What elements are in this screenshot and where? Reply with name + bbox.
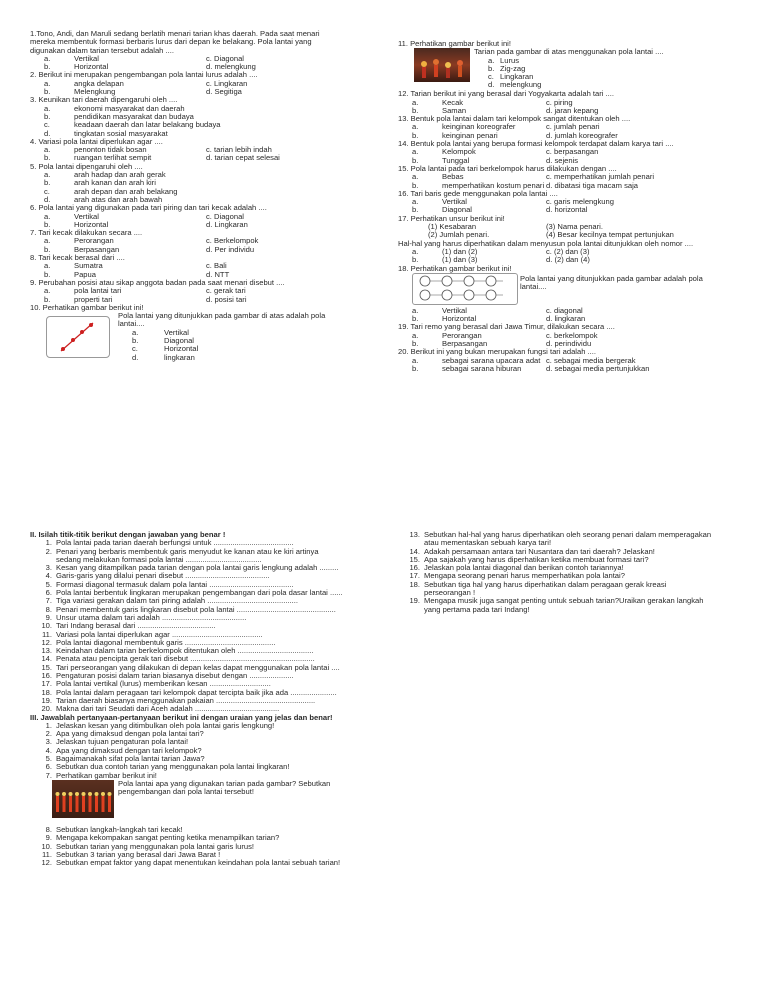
item-text: Garis-garis yang dilalui penari disebut ........................................ bbox=[56, 571, 270, 581]
option-text: tingkatan sosial masyarakat bbox=[74, 128, 168, 138]
option-text: d. sebagai media pertunjukkan bbox=[546, 363, 650, 373]
item-number: 15. bbox=[41, 662, 52, 672]
item-text: Tari Indang berasal dari ..................................... bbox=[56, 621, 216, 631]
item-number: 1. bbox=[45, 538, 52, 548]
option-letter: a. bbox=[44, 53, 51, 63]
option-text: c. jumlah penari bbox=[546, 122, 600, 132]
circle-pattern-figure bbox=[412, 273, 518, 305]
option-letter: b. bbox=[44, 62, 51, 72]
item-number: 13. bbox=[41, 646, 52, 656]
option-text: Berpasangan bbox=[442, 339, 488, 349]
question-text: 3. Keunikan tari daerah dipengaruhi oleh .... bbox=[30, 95, 178, 105]
option-text: d. Segitiga bbox=[206, 87, 242, 97]
item-text: sedang melakukan formasi pola lantai .................................... bbox=[56, 554, 262, 564]
item-number bbox=[408, 606, 420, 614]
item-text: Jelaskan pola lantai diagonal dan berikan contoh tariannya! bbox=[424, 563, 624, 573]
option-text: Diagonal bbox=[442, 205, 472, 215]
item-number: 16. bbox=[409, 563, 420, 573]
item-number: 13. bbox=[409, 530, 420, 539]
option-text: arah hadap dan arah gerak bbox=[74, 170, 166, 180]
question-text: 12. Tarian berikut ini yang berasal dari Yogyakarta adalah tari .... bbox=[398, 89, 614, 99]
question-text: 19. Tari remo yang berasal dari Jawa Timur, dilakukan secara .... bbox=[398, 322, 615, 332]
option-text: keadaan daerah dan latar belakang budaya bbox=[74, 120, 221, 130]
option-text: ekonomi masyarakat dan daerah bbox=[74, 103, 185, 113]
option-text: d. lingkaran bbox=[546, 314, 586, 324]
option-text: d. sejenis bbox=[546, 155, 579, 165]
option-text: Vertikal bbox=[74, 211, 99, 221]
option-text: keinginan koreografer bbox=[442, 122, 516, 132]
option-text: sebagai sarana hiburan bbox=[442, 363, 522, 373]
question-11-body bbox=[398, 48, 738, 90]
item-number: 2. bbox=[45, 546, 52, 556]
option-text: Bebas bbox=[442, 172, 464, 182]
option-text: d. Per individu bbox=[206, 244, 255, 254]
option-letter: b. bbox=[412, 205, 419, 215]
option-text: pola lantai tari bbox=[74, 286, 122, 296]
option-letter: b. bbox=[132, 335, 139, 345]
option-letter: b. bbox=[44, 219, 51, 229]
left-column-bottom bbox=[30, 531, 375, 867]
section-title: II. Isilah titik-titik berikut dengan jawaban yang benar ! bbox=[30, 530, 226, 539]
option-letter: b. bbox=[44, 87, 51, 97]
question-text: 11. Perhatikan gambar berikut ini! bbox=[398, 39, 511, 48]
item-text: Sebutkan 3 tarian yang berasal dari Jawa Barat ! bbox=[56, 849, 221, 859]
option-text: penonton tidak bosan bbox=[74, 145, 147, 155]
item-text: perseorangan ! bbox=[424, 588, 476, 598]
question-text: 14. Bentuk pola lantai yang berupa formasi kelompok terdapat dalam karya tari .... bbox=[398, 139, 674, 149]
option-text: c. piring bbox=[546, 97, 573, 107]
section-title: III. Jawablah pertanyaan-pertanyaan berikut ini dengan uraian yang jelas dan benar! bbox=[30, 712, 333, 722]
option-letter: b. bbox=[44, 244, 51, 254]
statement: (3) Nama penari. bbox=[546, 222, 603, 232]
option-text: d. jaran kepang bbox=[546, 105, 599, 115]
option-letter: a. bbox=[488, 55, 495, 65]
item-text: Sebutkan dua contoh tarian yang menggunakan pola lantai lingkaran! bbox=[56, 762, 290, 772]
item-text: Perhatikan gambar berikut ini! bbox=[56, 770, 157, 780]
option-letter: a. bbox=[412, 355, 419, 365]
option-text: sebagai sarana upacara adat bbox=[442, 355, 541, 365]
question-text: 17. Perhatikan unsur berikut ini! bbox=[398, 213, 505, 223]
option-text: ruangan terlihat sempit bbox=[74, 153, 152, 163]
right-column-top bbox=[398, 40, 738, 373]
item-text: Apa yang dimaksud dengan pola lantai tari? bbox=[56, 729, 204, 739]
item-text: Penari membentuk garis lingkaran disebut pola lantai ............................................... bbox=[56, 604, 336, 614]
option-text: (1) dan (3) bbox=[442, 255, 478, 265]
question-10-options bbox=[118, 312, 325, 362]
option-text: d. perindividu bbox=[546, 339, 592, 349]
item-number: 18. bbox=[409, 579, 420, 589]
option-letter: a. bbox=[412, 97, 419, 107]
item-text: Jelaskan kesan yang ditimbulkan oleh pola lantai garis lengkung! bbox=[56, 720, 275, 730]
item-text: Penari yang berbaris membentuk garis menyudut ke kanan atau ke kiri artinya bbox=[56, 546, 319, 556]
text-line: Tarian pada gambar di atas menggunakan pola lantai .... bbox=[474, 47, 664, 57]
item-text: Keindahan dalam tarian berkelompok ditentukan oleh .................................... bbox=[56, 646, 314, 656]
item-number: 12. bbox=[41, 858, 52, 868]
option-text: d. horizontal bbox=[546, 205, 588, 215]
option-letter: c. bbox=[44, 120, 50, 130]
option-text: Vertikal bbox=[442, 197, 467, 207]
diagonal-figure bbox=[46, 316, 110, 358]
statement: (4) Besar kecilnya tempat pertunjukan bbox=[546, 230, 674, 240]
option-text: Perorangan bbox=[442, 330, 482, 340]
item-text: Pola lantai berbentuk lingkaran merupakan pengembangan dari pola dasar lantai ...... bbox=[56, 588, 343, 598]
item-number: 5. bbox=[45, 754, 52, 764]
option-text: Kecak bbox=[442, 97, 464, 107]
item-number: 17. bbox=[409, 571, 420, 581]
item-number: 3. bbox=[45, 563, 52, 573]
option-letter: a. bbox=[412, 246, 419, 256]
option-letter: d. bbox=[44, 194, 51, 204]
option-letter: b. bbox=[44, 294, 51, 304]
option-text: Berpasangan bbox=[74, 244, 120, 254]
option-text: Horizontal bbox=[442, 314, 477, 324]
option-letter: a. bbox=[44, 103, 51, 113]
question-text: 4. Variasi pola lantai diperlukan agar .... bbox=[30, 136, 163, 146]
dance-photo bbox=[414, 48, 470, 82]
option-letter: b. bbox=[44, 111, 51, 121]
option-text: Horizontal bbox=[74, 62, 109, 72]
option-text: pendidikan masyarakat dan budaya bbox=[74, 111, 194, 121]
option-text: Papua bbox=[74, 269, 96, 279]
option-text: c. Bali bbox=[206, 261, 227, 271]
option-letter: d. bbox=[488, 80, 495, 90]
option-letter: c. bbox=[132, 344, 138, 354]
question-text: 9. Perubahan posisi atau sikap anggota badan pada saat menari disebut .... bbox=[30, 277, 285, 287]
item-text: Kesan yang ditampilkan pada tarian dengan pola lantai garis lengkung adalah ......... bbox=[56, 563, 339, 573]
option-letter: b. bbox=[412, 339, 419, 349]
option-text: angka delapan bbox=[74, 78, 124, 88]
option-letter: a. bbox=[44, 236, 51, 246]
item-number: 19. bbox=[409, 596, 420, 606]
item-number: 2. bbox=[45, 729, 52, 739]
option-text: Horizontal bbox=[74, 219, 109, 229]
option-text: memperhatikan kostum penari bbox=[442, 180, 545, 190]
option-text: c. garis melengkung bbox=[546, 197, 614, 207]
statement: (1) Kesabaran bbox=[428, 222, 477, 232]
item-number: 8. bbox=[45, 604, 52, 614]
item-number: 10. bbox=[41, 621, 52, 631]
option-text: c. memperhatikan jumlah penari bbox=[546, 172, 655, 182]
question-text: 20. Berikut ini yang bukan merupakan fungsi tari adalah .... bbox=[398, 347, 596, 357]
item-text: Variasi pola lantai diperlukan agar ........................................... bbox=[56, 629, 263, 639]
option-text: c. berkelompok bbox=[546, 330, 598, 340]
right-column-bottom bbox=[398, 531, 738, 614]
item-number: 4. bbox=[45, 745, 52, 755]
question-18-body bbox=[398, 273, 738, 307]
statement: (2) Jumlah penari. bbox=[428, 230, 490, 240]
option-row bbox=[118, 354, 325, 362]
item-text: Sebutkan langkah-langkah tari kecak! bbox=[56, 824, 183, 834]
text-line: pengembangan dari pola lantai tersebut! bbox=[118, 787, 254, 797]
option-letter: b. bbox=[412, 105, 419, 115]
option-text: Lingkaran bbox=[500, 72, 534, 82]
option-letter: a. bbox=[412, 147, 419, 157]
option-row bbox=[398, 365, 738, 373]
option-letter: b. bbox=[44, 178, 51, 188]
option-text: d. jumlah koreografer bbox=[546, 130, 618, 140]
item-text: Pola lantai diagonal membentuk garis ........................................... bbox=[56, 637, 276, 647]
option-letter: c. bbox=[44, 186, 50, 196]
question-7-body bbox=[30, 780, 375, 826]
item-text: Adakah persamaan antara tari Nusantara dan tari daerah? Jelaskan! bbox=[424, 546, 655, 556]
option-row bbox=[118, 329, 325, 337]
option-text: d. dibatasi tiga macam saja bbox=[546, 180, 639, 190]
option-letter: d. bbox=[132, 352, 139, 362]
item-text: Apa yang dimaksud dengan tari kelompok? bbox=[56, 745, 202, 755]
option-letter: d. bbox=[44, 128, 51, 138]
question-7-text bbox=[118, 780, 330, 797]
option-text: Lurus bbox=[500, 55, 519, 65]
option-text: c. diagonal bbox=[546, 305, 583, 315]
option-letter: a. bbox=[44, 286, 51, 296]
option-letter: b. bbox=[44, 153, 51, 163]
item-text: Tarian daerah biasanya menggunakan pakaian ............................................... bbox=[56, 695, 316, 705]
item-text: Pola lantai pada tarian daerah berfungsi untuk ...................................... bbox=[56, 538, 294, 548]
item-number: 14. bbox=[41, 654, 52, 664]
option-text: c. sebagai media bergerak bbox=[546, 355, 636, 365]
question-text: mereka membentuk formasi berbaris lurus dari depan ke belakang. Pola lantai yang bbox=[30, 37, 312, 47]
option-text: Sumatra bbox=[74, 261, 103, 271]
option-text: Saman bbox=[442, 105, 467, 115]
item-number: 11. bbox=[42, 629, 52, 639]
option-letter: a. bbox=[412, 172, 419, 182]
option-letter: b. bbox=[44, 269, 51, 279]
item-text: Pengaturan posisi dalam tarian biasanya disebut dengan ..................... bbox=[56, 671, 294, 681]
item-text: Tiga variasi gerakan dalam tari piring adalah ........................................... bbox=[56, 596, 298, 606]
item-text: Mengapa kekompakan sangat penting ketika menampilkan tarian? bbox=[56, 833, 280, 843]
item-number: 19. bbox=[41, 695, 52, 705]
item-number: 7. bbox=[45, 596, 52, 606]
option-text: lingkaran bbox=[164, 352, 195, 362]
item-number: 12. bbox=[41, 637, 52, 647]
option-row bbox=[118, 345, 325, 353]
numbered-item bbox=[30, 859, 375, 867]
option-row bbox=[118, 337, 325, 345]
option-text: keinginan penari bbox=[442, 130, 498, 140]
item-text: Pola lantai dalam peragaan tari kelompok dapat tercipta baik jika ada ...................... bbox=[56, 687, 337, 697]
question-text: 13. Bentuk pola lantai dalam tari kelompok sangat ditentukan oleh .... bbox=[398, 114, 631, 124]
item-number: 1. bbox=[45, 720, 52, 730]
option-text: c. Lingkaran bbox=[206, 78, 248, 88]
question-text: 2. Berikut ini merupakan pengembangan pola lantai lurus adalah .... bbox=[30, 70, 258, 80]
question-text: 6. Pola lantai yang digunakan pada tari piring dan tari kecak adalah .... bbox=[30, 203, 267, 213]
item-text: Unsur utama dalam tari adalah ........................................ bbox=[56, 612, 247, 622]
item-number: 14. bbox=[409, 546, 420, 556]
question-text: 8. Tari kecak berasal dari .... bbox=[30, 253, 125, 263]
item-text: Sebutkan tiga hal yang harus diperhatikan dalam peragaan gerak kreasi bbox=[424, 579, 667, 589]
option-letter: b. bbox=[412, 155, 419, 165]
option-letter: a. bbox=[44, 78, 51, 88]
option-letter: b. bbox=[412, 180, 419, 190]
option-text: c. Diagonal bbox=[206, 211, 244, 221]
item-text: Sebutkan hal-hal yang harus diperhatikan oleh seorang penari dalam memperagakan bbox=[424, 530, 712, 539]
item-number: 18. bbox=[41, 687, 52, 697]
option-text: d. NTT bbox=[206, 269, 230, 279]
item-number: 5. bbox=[45, 579, 52, 589]
option-letter: c. bbox=[488, 72, 494, 82]
item-number: 9. bbox=[45, 833, 52, 843]
item-text: yang pertama pada tari Indang! bbox=[424, 604, 530, 614]
item-number: 15. bbox=[409, 554, 420, 564]
option-text: Melengkung bbox=[74, 87, 116, 97]
question-text: 18. Perhatikan gambar berikut ini! bbox=[398, 263, 512, 273]
dancers-image-icon bbox=[414, 48, 470, 82]
diagonal-pattern-icon bbox=[47, 317, 109, 357]
item-number: 6. bbox=[45, 762, 52, 772]
text-line: Pola lantai yang ditunjukkan pada gambar adalah pola bbox=[520, 273, 703, 283]
option-text: c. Berkelompok bbox=[206, 236, 259, 246]
option-text: d. (2) dan (4) bbox=[546, 255, 590, 265]
item-text: Mengapa seorang penari harus memperhatikan pola lantai? bbox=[424, 571, 625, 581]
option-text: Vertikal bbox=[74, 53, 99, 63]
text-line: lantai.... bbox=[520, 282, 547, 292]
question-11-options bbox=[474, 48, 664, 89]
option-letter: a. bbox=[132, 327, 139, 337]
question-text: digunakan dalam tarian tersebut adalah .... bbox=[30, 45, 174, 55]
option-letter: a. bbox=[44, 145, 51, 155]
item-number: 17. bbox=[41, 679, 52, 689]
question-text: 5. Pola lantai dipengaruhi oleh .... bbox=[30, 161, 143, 171]
option-text: d. tarian cepat selesai bbox=[206, 153, 280, 163]
dancers-group-image-icon bbox=[52, 780, 114, 818]
text-line: lantai.... bbox=[118, 319, 145, 329]
item-text: Bagaimanakah sifat pola lantai tarian Jawa? bbox=[56, 754, 205, 764]
horizontal-circles-icon bbox=[413, 274, 517, 304]
option-text: arah kanan dan arah kiri bbox=[74, 178, 156, 188]
option-text: d. Lingkaran bbox=[206, 219, 248, 229]
option-text: (1) dan (2) bbox=[442, 246, 478, 256]
option-letter: a. bbox=[412, 197, 419, 207]
option-text: Diagonal bbox=[164, 335, 194, 345]
item-text: Penata atau pencipta gerak tari disebut ........................................................... bbox=[56, 654, 315, 664]
item-number: 6. bbox=[45, 588, 52, 598]
option-letter: b. bbox=[412, 314, 419, 324]
question-text: 1.Tono, Andi, dan Maruli sedang berlatih menari tarian khas daerah. Pada saat menari bbox=[30, 29, 320, 38]
item-number: 9. bbox=[45, 612, 52, 622]
option-text: Vertikal bbox=[164, 327, 189, 337]
numbered-item bbox=[398, 606, 738, 614]
item-number: 3. bbox=[45, 737, 52, 747]
item-text: Tari perseorangan yang dilakukan di depan kelas dapat menggunakan pola lantai .... bbox=[56, 662, 340, 672]
question-10-body bbox=[30, 312, 375, 361]
item-number: 8. bbox=[45, 824, 52, 834]
left-column-top bbox=[30, 30, 375, 361]
question-text: Hal-hal yang harus diperhatikan dalam menyusun pola lantai ditunjukkan oleh nomor .... bbox=[398, 238, 694, 248]
option-text: Horizontal bbox=[164, 344, 199, 354]
item-text: atau mementaskan sebuah karya tari! bbox=[424, 538, 552, 548]
option-text: melengkung bbox=[500, 80, 542, 90]
option-text: arah atas dan arah bawah bbox=[74, 194, 163, 204]
option-letter: a. bbox=[44, 170, 51, 180]
item-number: 16. bbox=[41, 671, 52, 681]
item-text: Mengapa musik juga sangat penting untuk sebuah tarian?Uraikan gerakan langkah bbox=[424, 596, 704, 606]
option-text: arah depan dan arah belakang bbox=[74, 186, 178, 196]
item-number: 11. bbox=[42, 849, 52, 859]
option-text: c. (2) dan (3) bbox=[546, 246, 590, 256]
question-text: 16. Tari baris gede menggunakan pola lantai .... bbox=[398, 188, 558, 198]
option-text: properti tari bbox=[74, 294, 113, 304]
option-row bbox=[474, 81, 664, 89]
option-text: d. posisi tari bbox=[206, 294, 247, 304]
text-line: Pola lantai yang ditunjukkan pada gambar di atas adalah pola bbox=[118, 311, 326, 321]
item-text: Sebutkan empat faktor yang dapat menentukan keindahan pola lantai sebuah tarian! bbox=[56, 858, 341, 868]
option-text: Tunggal bbox=[442, 155, 470, 165]
option-text: Vertikal bbox=[442, 305, 467, 315]
option-letter: b. bbox=[412, 363, 419, 373]
option-text: Perorangan bbox=[74, 236, 114, 246]
option-letter: a. bbox=[44, 211, 51, 221]
question-text: 15. Pola lantai pada tari berkelompok harus dilakukan dengan .... bbox=[398, 163, 617, 173]
item-text: Formasi diagonal termasuk dalam pola lantai ........................................ bbox=[56, 579, 294, 589]
item-text: Makna dari tari Seudati dari Aceh adalah ........................................ bbox=[56, 704, 280, 714]
option-text: Kelompok bbox=[442, 147, 476, 157]
option-letter: a. bbox=[412, 305, 419, 315]
option-text: d. melengkung bbox=[206, 62, 256, 72]
question-text: 10. Perhatikan gambar berikut ini! bbox=[30, 302, 144, 312]
item-number: 10. bbox=[41, 841, 52, 851]
item-number: 20. bbox=[41, 704, 52, 714]
option-text: Zig-zag bbox=[500, 63, 526, 73]
option-letter: a. bbox=[412, 330, 419, 340]
question-text: 7. Tari kecak dilakukan secara .... bbox=[30, 228, 143, 238]
item-text: Jelaskan tujuan pengaturan pola lantai! bbox=[56, 737, 189, 747]
option-letter: a. bbox=[44, 261, 51, 271]
option-letter: b. bbox=[412, 255, 419, 265]
option-text: c. gerak tari bbox=[206, 286, 246, 296]
option-text: c. berpasangan bbox=[546, 147, 599, 157]
option-letter: b. bbox=[488, 63, 495, 73]
item-text: Sebutkan tarian yang menggunakan pola lantai garis lurus! bbox=[56, 841, 254, 851]
question-18-text bbox=[520, 275, 703, 292]
option-text: c. tarian lebih indah bbox=[206, 145, 272, 155]
dance-photo bbox=[52, 780, 114, 818]
option-letter: a. bbox=[412, 122, 419, 132]
item-number: 4. bbox=[45, 571, 52, 581]
text-line: Pola lantai apa yang digunakan tarian pada gambar? Sebutkan bbox=[118, 778, 331, 788]
option-text: c. Diagonal bbox=[206, 53, 244, 63]
item-text: Apa sajakah yang harus diperhatikan ketika membuat formasi tari? bbox=[424, 554, 649, 564]
option-letter: b. bbox=[412, 130, 419, 140]
item-number: 7. bbox=[45, 770, 52, 780]
item-text: Pola lantai vertikal (lurus) memberikan kesan ............................. bbox=[56, 679, 271, 689]
